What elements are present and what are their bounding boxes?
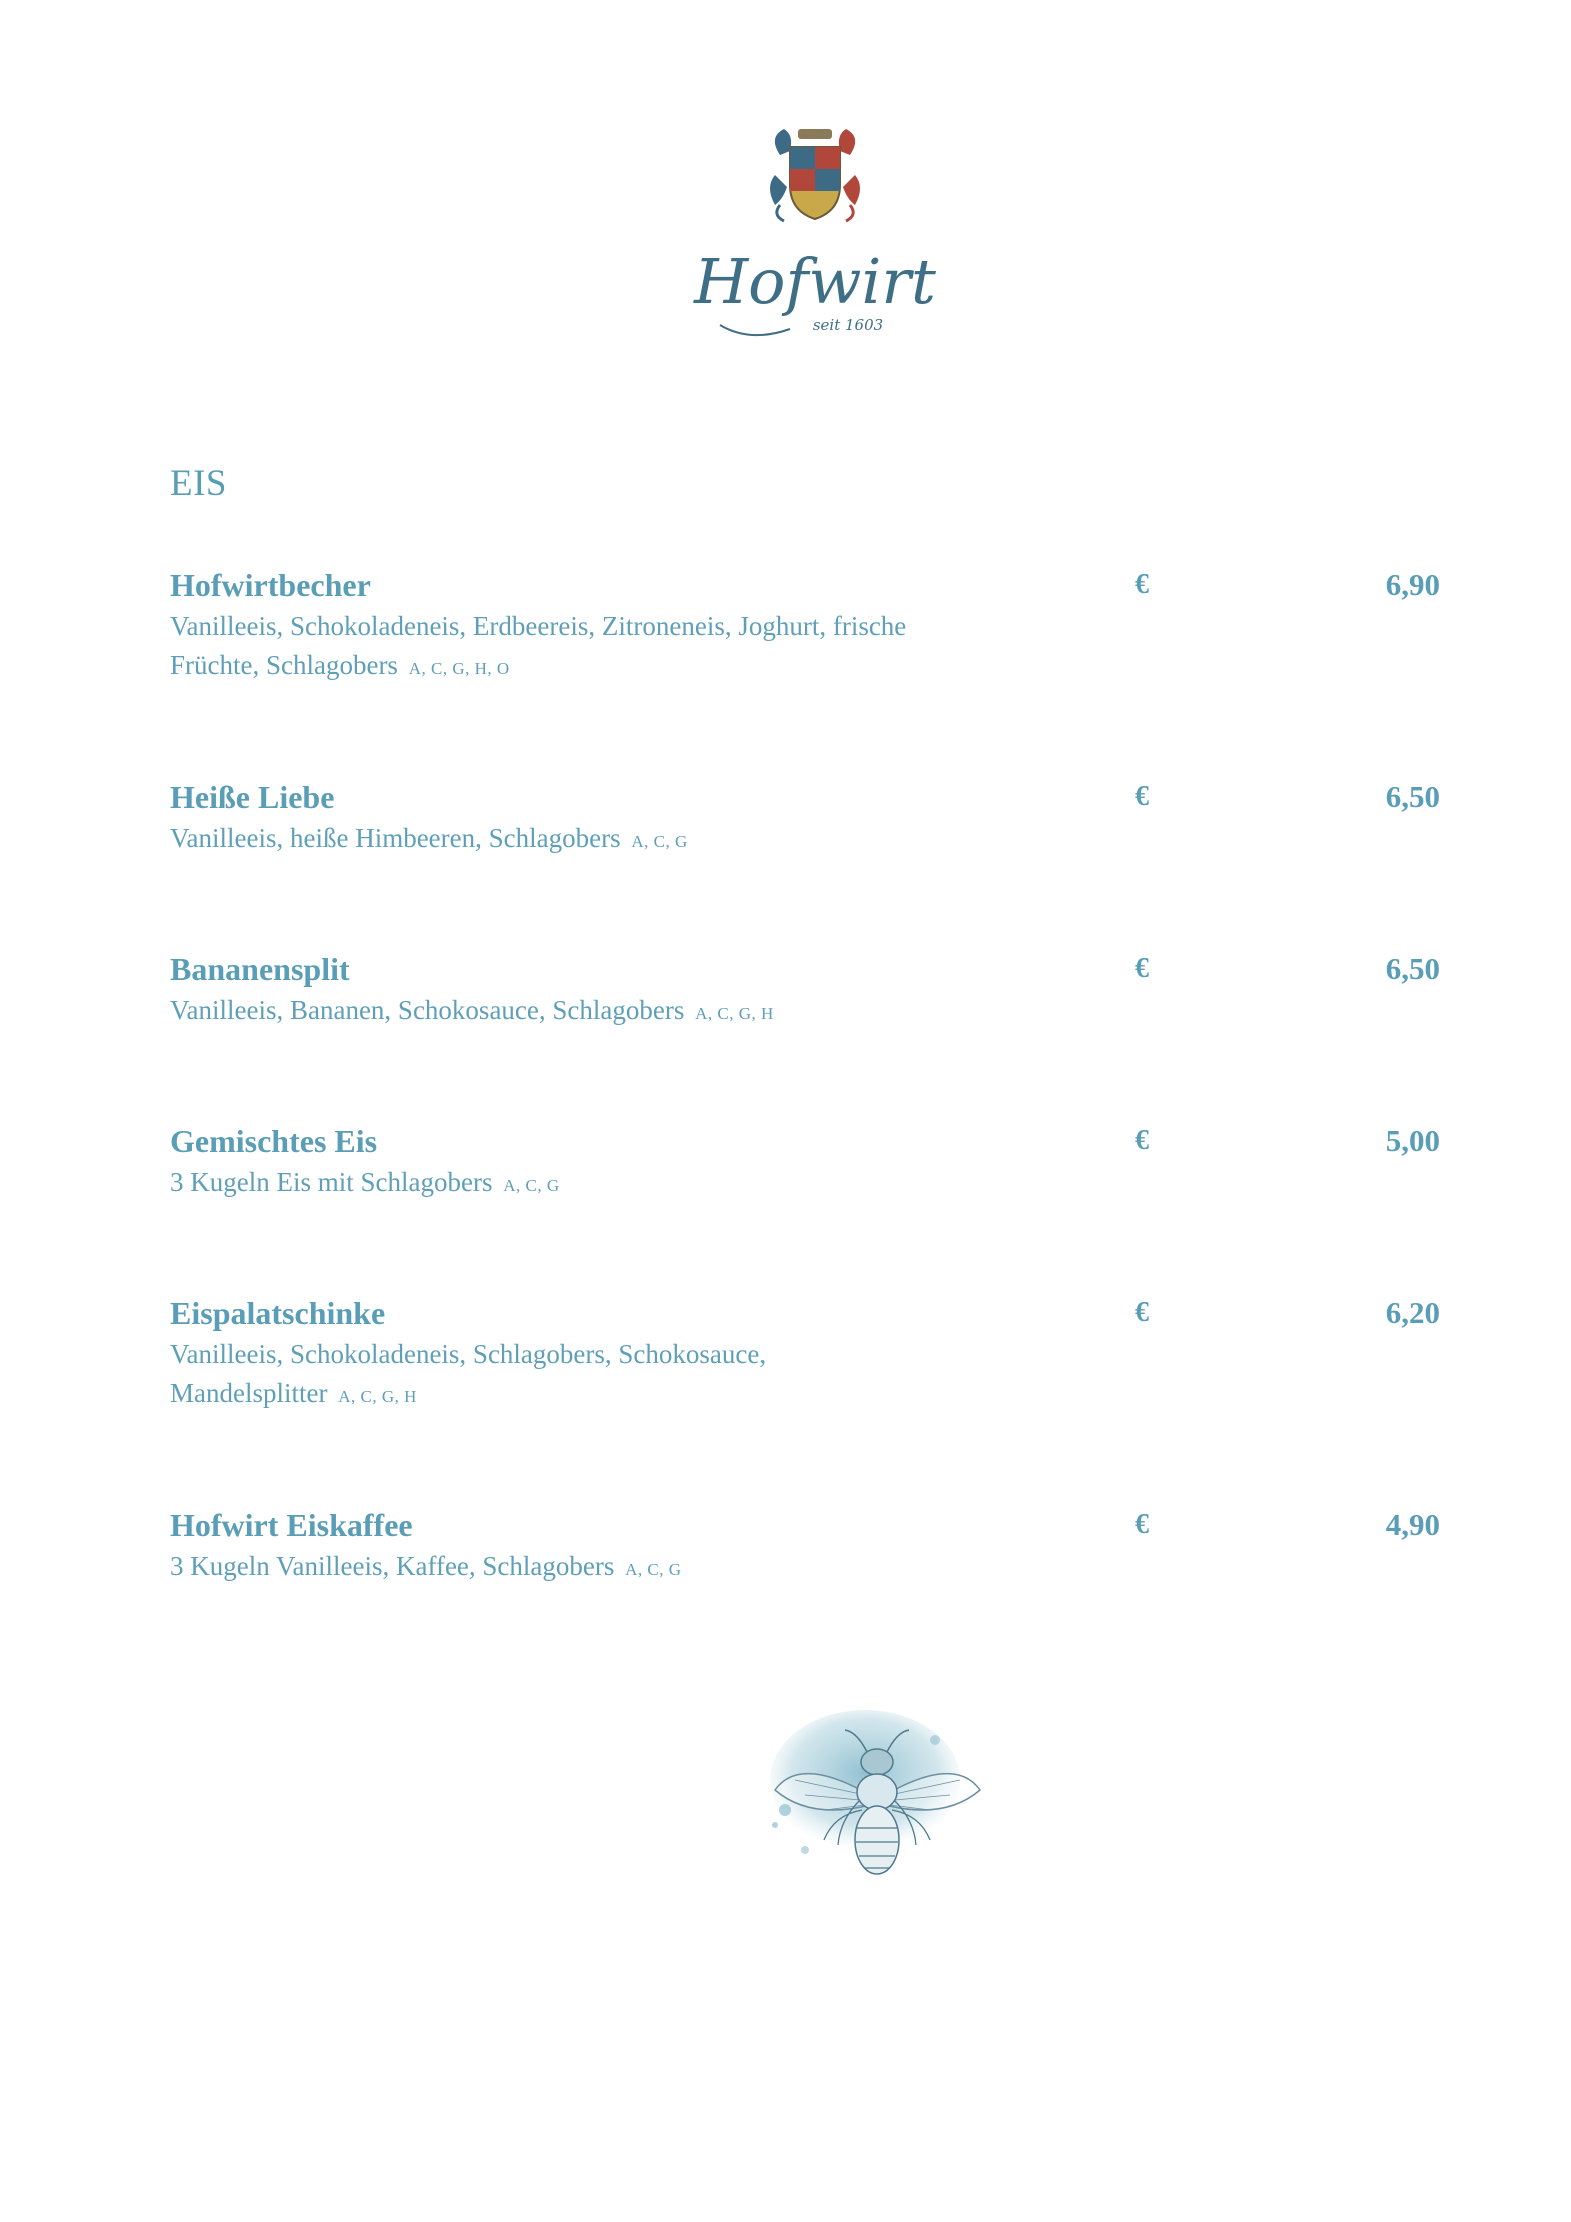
item-allergens: A, C, G, H <box>695 1004 774 1023</box>
item-currency: € <box>1135 1125 1149 1156</box>
menu-item <box>170 949 1440 1121</box>
item-description-text: Vanilleeis, heiße Himbeeren, Schlagobers <box>170 823 621 853</box>
item-currency: € <box>1135 1509 1149 1540</box>
menu-item <box>170 1505 1440 1677</box>
item-currency: € <box>1135 781 1149 812</box>
item-description-text: 3 Kugeln Vanilleeis, Kaffee, Schlagobers <box>170 1551 615 1581</box>
item-description <box>170 607 930 688</box>
item-description <box>170 819 930 861</box>
menu-item <box>170 1121 1440 1293</box>
item-currency: € <box>1135 569 1149 600</box>
item-price: 6,20 <box>1385 1295 1440 1330</box>
item-currency: € <box>1135 953 1149 984</box>
item-description <box>170 1335 930 1416</box>
logo-wordmark: Hofwirt <box>694 245 936 318</box>
item-description <box>170 1547 930 1589</box>
item-price: 4,90 <box>1385 1507 1440 1542</box>
menu-item <box>170 565 1440 777</box>
item-description-text: Vanilleeis, Schokoladeneis, Schlagobers, Schokosauce, Mandelsplitter <box>170 1339 767 1408</box>
item-price: 5,00 <box>1385 1123 1440 1158</box>
coat-of-arms-icon <box>770 129 860 221</box>
section-title: EIS <box>170 463 227 504</box>
item-allergens: A, C, G <box>503 1176 560 1195</box>
item-currency: € <box>1135 1297 1149 1328</box>
bee-illustration-icon <box>745 1700 1005 1910</box>
menu-list <box>170 565 1440 1677</box>
item-description-text: Vanilleeis, Bananen, Schokosauce, Schlagobers <box>170 995 685 1025</box>
item-allergens: A, C, G, H, O <box>408 659 510 678</box>
hofwirt-logo <box>680 125 950 340</box>
item-allergens: A, C, G, H <box>338 1387 417 1406</box>
item-description-text: Vanilleeis, Schokoladeneis, Erdbeereis, Zitroneneis, Joghurt, frische Früchte, Schlagobers <box>170 611 907 680</box>
item-name: Hofwirtbecher <box>170 567 371 603</box>
item-price: 6,50 <box>1385 779 1440 814</box>
item-name: Hofwirt Eiskaffee <box>170 1507 413 1543</box>
item-description-text: 3 Kugeln Eis mit Schlagobers <box>170 1167 493 1197</box>
item-allergens: A, C, G <box>631 832 688 851</box>
menu-item <box>170 1293 1440 1505</box>
item-allergens: A, C, G <box>625 1560 682 1579</box>
item-name: Heiße Liebe <box>170 779 335 815</box>
logo-tagline: seit 1603 <box>812 316 884 334</box>
item-price: 6,90 <box>1385 567 1440 602</box>
item-price: 6,50 <box>1385 951 1440 986</box>
item-description <box>170 991 930 1033</box>
item-name: Bananensplit <box>170 951 350 987</box>
item-name: Gemischtes Eis <box>170 1123 378 1159</box>
menu-item <box>170 777 1440 949</box>
item-name: Eispalatschinke <box>170 1295 386 1331</box>
item-description <box>170 1163 930 1205</box>
